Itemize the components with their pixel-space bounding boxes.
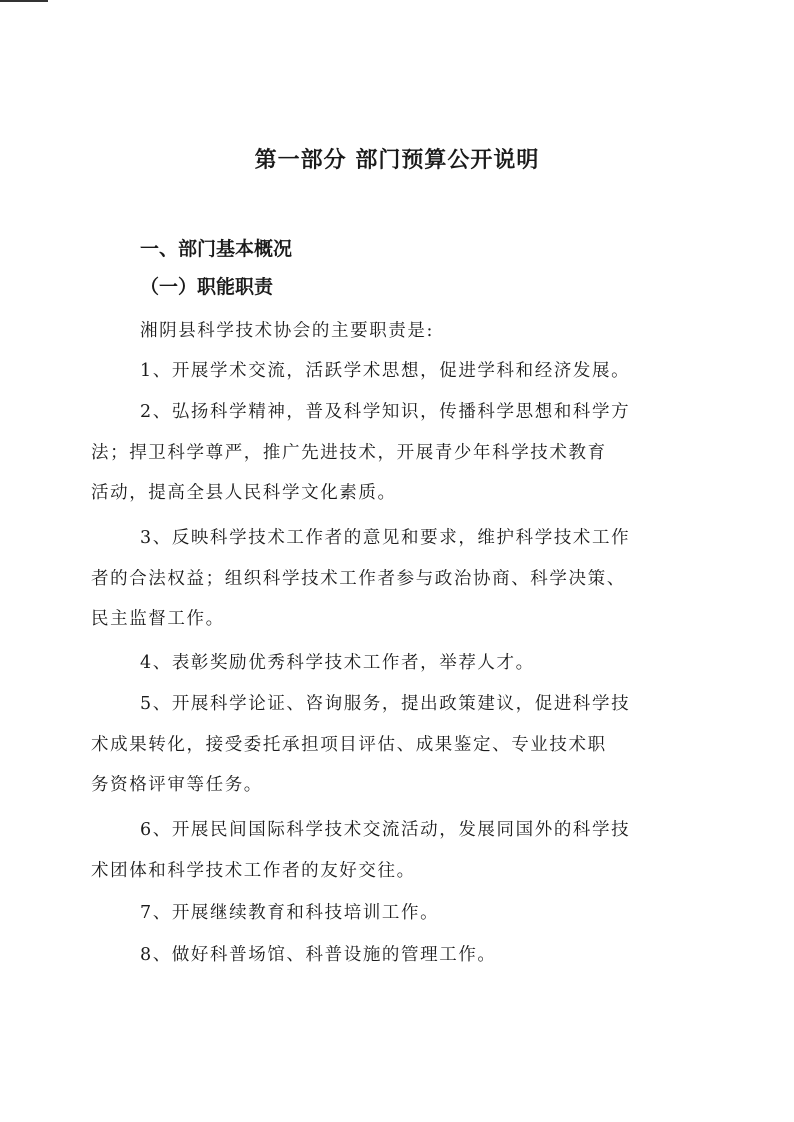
duty-line: 务资格评审等任务。 (91, 775, 263, 795)
section-heading: 一、部门基本概况 (140, 238, 293, 260)
duty-line: 术成果转化，接受委托承担项目评估、成果鉴定、专业技术职 (91, 734, 607, 755)
duty-line: 法；捍卫科学尊严，推广先进技术，开展青少年科学技术教育 (91, 442, 607, 463)
page-title: 第一部分 部门预算公开说明 (254, 148, 540, 173)
duty-line: 7、开展继续教育和科技培训工作。 (140, 903, 440, 923)
duty-item-7 (0, 893, 794, 934)
duty-line: 5、开展科学论证、咨询服务，提出政策建议，促进科学技 (140, 694, 631, 714)
duty-item-4 (0, 643, 794, 684)
intro-text: 湘阴县科学技术协会的主要职责是: (140, 321, 434, 341)
duty-item-6 (0, 810, 794, 891)
subsection-heading: （一）职能职责 (140, 276, 274, 298)
duty-item-8 (0, 935, 794, 976)
duty-line: 4、表彰奖励优秀科学技术工作者，举荐人才。 (140, 653, 535, 673)
duty-line: 2、弘扬科学精神，普及科学知识，传播科学思想和科学方 (140, 402, 631, 422)
duty-line: 活动，提高全县人民科学文化素质。 (91, 483, 397, 503)
duty-line: 者的合法权益；组织科学技术工作者参与政治协商、科学决策、 (91, 568, 626, 589)
duty-item-1 (0, 351, 794, 392)
duty-line: 民主监督工作。 (91, 609, 225, 629)
duty-line: 8、做好科普场馆、科普设施的管理工作。 (140, 945, 497, 965)
intro-paragraph (0, 311, 794, 352)
duty-line: 3、反映科学技术工作者的意见和要求，维护科学技术工作 (140, 528, 631, 548)
duty-line: 术团体和科学技术工作者的友好交往。 (91, 860, 416, 881)
duty-item-5 (0, 684, 794, 806)
duty-item-2 (0, 392, 794, 514)
duty-line: 6、开展民间国际科学技术交流活动，发展同国外的科学技 (140, 820, 631, 840)
duty-item-3 (0, 518, 794, 640)
duty-line: 1、开展学术交流，活跃学术思想，促进学科和经济发展。 (140, 361, 631, 381)
